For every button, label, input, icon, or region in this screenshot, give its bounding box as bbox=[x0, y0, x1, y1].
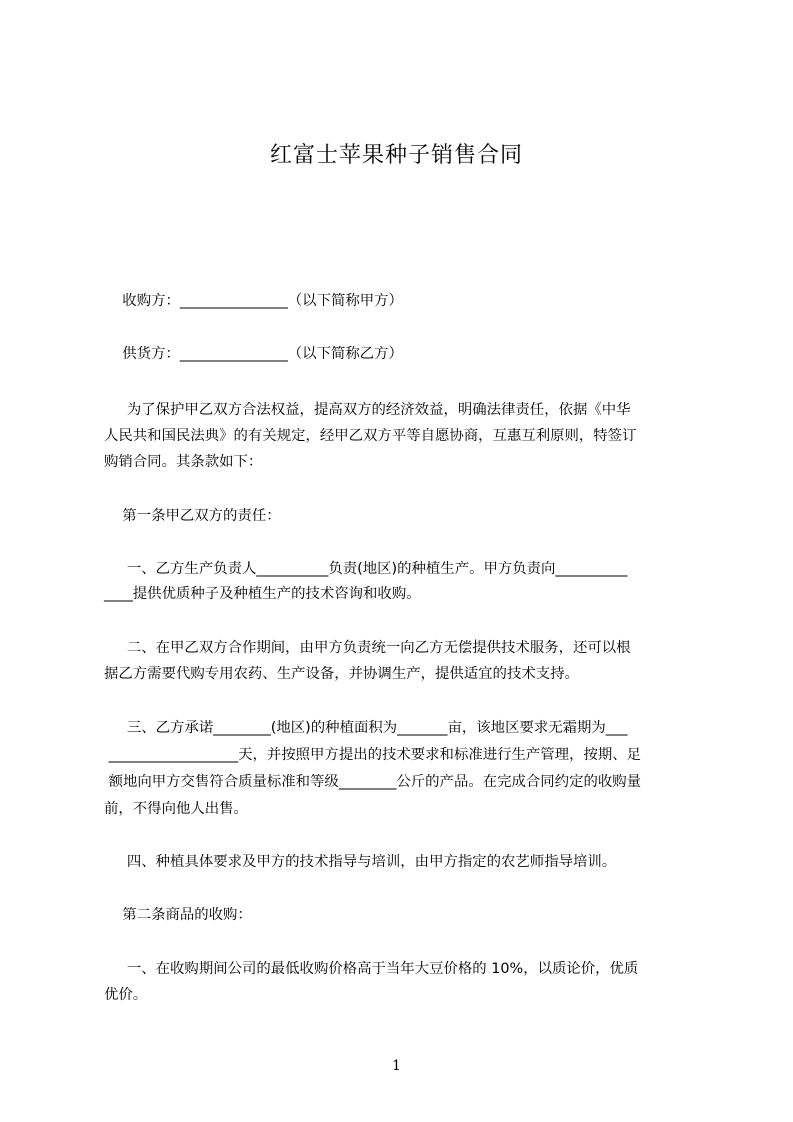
article-1-item-2-line-2: 据乙方需要代购专用农药、生产设备，并协调生产，提供适宜的技术支持。 bbox=[104, 666, 579, 682]
article-1-item-2-line-1: 二、在甲乙双方合作期间，由甲方负责统一向乙方无偿提供技术服务，还可以根 bbox=[104, 640, 631, 656]
buyer-line: 收购方：_______________（以下简称甲方） bbox=[104, 293, 403, 309]
article-1-item-3-line-1: 三、乙方承诺________(地区)的种植面积为_______亩，该地区要求无霜期为___ bbox=[104, 720, 628, 736]
article-1-item-3-line-4: 前，不得向他人出售。 bbox=[104, 801, 248, 817]
article-2-heading: 第二条商品的收购： bbox=[104, 907, 252, 923]
preamble-line-1: 为了保护甲乙双方合法权益，提高双方的经济效益，明确法律责任，依据《中华 bbox=[104, 402, 631, 418]
supplier-line: 供货方：_______________（以下简称乙方） bbox=[104, 346, 403, 362]
article-1-item-1-line-2: ____提供优质种子及种植生产的技术咨询和收购。 bbox=[104, 586, 421, 602]
article-1-item-3-line-3: 额地向甲方交售符合质量标准和等级________公斤的产品。在完成合同约定的收购量 bbox=[104, 774, 642, 790]
document-title: 红富士苹果种子销售合同 bbox=[269, 143, 523, 168]
article-1-item-1-line-1: 一、乙方生产负责人__________负责(地区)的种植生产。甲方负责向__________ bbox=[104, 561, 628, 577]
article-1-item-3-line-2: __________________天，并按照甲方提出的技术要求和标准进行生产管理，按期、足 bbox=[104, 747, 642, 763]
article-2-item-1-line-2: 优价。 bbox=[104, 987, 148, 1003]
preamble-line-3: 购销合同。其条款如下： bbox=[104, 454, 263, 470]
article-1-heading: 第一条甲乙双方的责任： bbox=[104, 508, 281, 524]
preamble-line-2: 人民共和国民法典》的有关规定，经甲乙双方平等自愿协商，互惠互利原则，特签订 bbox=[104, 428, 637, 444]
article-1-item-4: 四、种植具体要求及甲方的技术指导与培训，由甲方指定的农艺师指导培训。 bbox=[104, 854, 617, 870]
page-number: 1 bbox=[392, 1058, 401, 1074]
article-2-item-1-line-1: 一、在收购期间公司的最低收购价格高于当年大豆价格的 10%，以质论价，优质 bbox=[104, 961, 639, 977]
